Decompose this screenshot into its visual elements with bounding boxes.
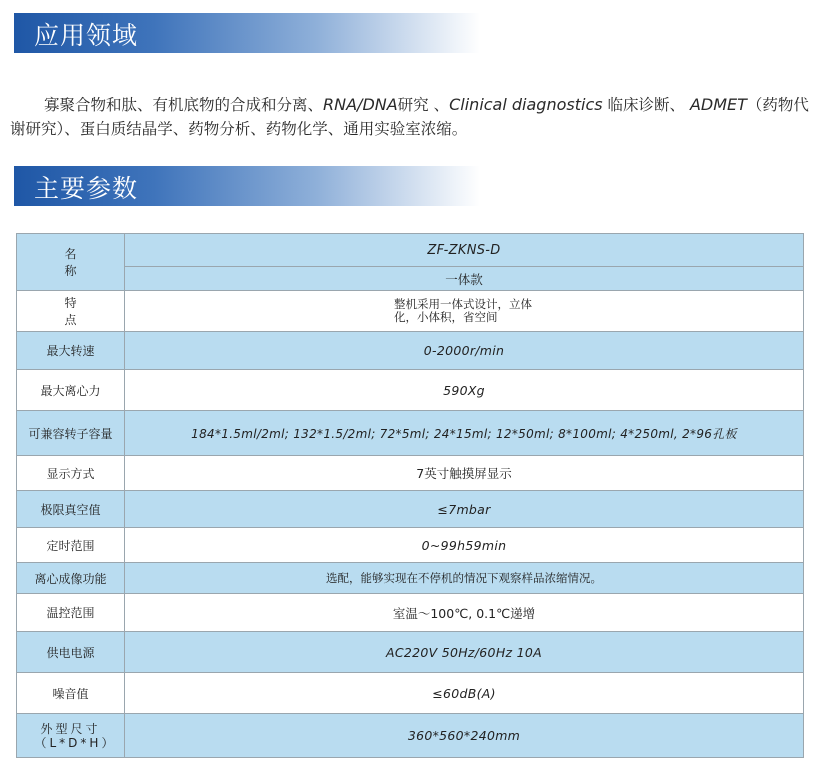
row-value-rotor-capacity: 184*1.5ml/2ml; 132*1.5/2ml; 72*5ml; 24*15ml; 12*50ml; 8*100ml; 4*250ml, 2*96孔板: [125, 411, 804, 456]
row-label-display: 显示方式: [17, 456, 125, 491]
row-value-noise: ≤60dB(A): [125, 673, 804, 714]
row-label-max-force: 最大离心力: [17, 370, 125, 411]
application-paragraph: [10, 93, 810, 141]
model-value: ZF-ZKNS-D: [125, 234, 804, 267]
row-label-dimensions: [17, 714, 125, 758]
intro-rna-dna: RNA/DNA: [323, 95, 398, 114]
intro-text-1: 寡聚合物和肽、有机底物的合成和分离、: [44, 96, 324, 114]
spec-table: [16, 233, 804, 758]
intro-text-2: 研究 、: [397, 96, 450, 114]
row-label-features: 特 点: [17, 291, 125, 332]
section-title-application: 应用领域: [34, 21, 139, 50]
row-value-dimensions: 360*560*240mm: [125, 714, 804, 758]
row-value-display: 7英寸触摸屏显示: [125, 456, 804, 491]
row-value-temp: 室温～100℃, 0.1℃递增: [125, 594, 804, 632]
intro-text-4: （药物代谢研究）、蛋白质结晶学、药物分析、药物化学、通用实验室浓缩。: [10, 96, 809, 138]
row-value-vacuum: ≤7mbar: [125, 491, 804, 528]
row-value-features: [125, 291, 804, 332]
row-label-noise: 噪音值: [17, 673, 125, 714]
row-label-vacuum: 极限真空值: [17, 491, 125, 528]
intro-admet: ADMET: [689, 95, 747, 114]
row-value-imaging: 选配，能够实现在不停机的情况下观察样品浓缩情况。: [125, 563, 804, 594]
row-label-rotor-capacity: 可兼容转子容量: [17, 411, 125, 456]
row-value-max-speed: 0-2000r/min: [125, 332, 804, 370]
intro-clinical: Clinical diagnostics: [449, 95, 603, 114]
row-label-timer: 定时范围: [17, 528, 125, 563]
row-value-power: AC220V 50Hz/60Hz 10A: [125, 632, 804, 673]
section-title-params: 主要参数: [34, 174, 139, 203]
features-text: 整机采用一体式设计，立体化，小体积，省空间: [394, 297, 532, 324]
row-value-timer: 0~99h59min: [125, 528, 804, 563]
section-banner-application: [14, 13, 480, 53]
model-subtitle: 一体款: [125, 267, 804, 291]
row-label-temp: 温控范围: [17, 594, 125, 632]
section-banner-params: [14, 166, 480, 206]
row-label-power: 供电电源: [17, 632, 125, 673]
dimensions-label-text: 外型尺寸（L*D*H）: [34, 721, 117, 750]
intro-text-3: 临床诊断、: [602, 96, 690, 114]
row-value-max-force: 590Xg: [125, 370, 804, 411]
name-label: 名 称: [17, 234, 125, 291]
row-label-imaging: 离心成像功能: [17, 563, 125, 594]
row-label-max-speed: 最大转速: [17, 332, 125, 370]
